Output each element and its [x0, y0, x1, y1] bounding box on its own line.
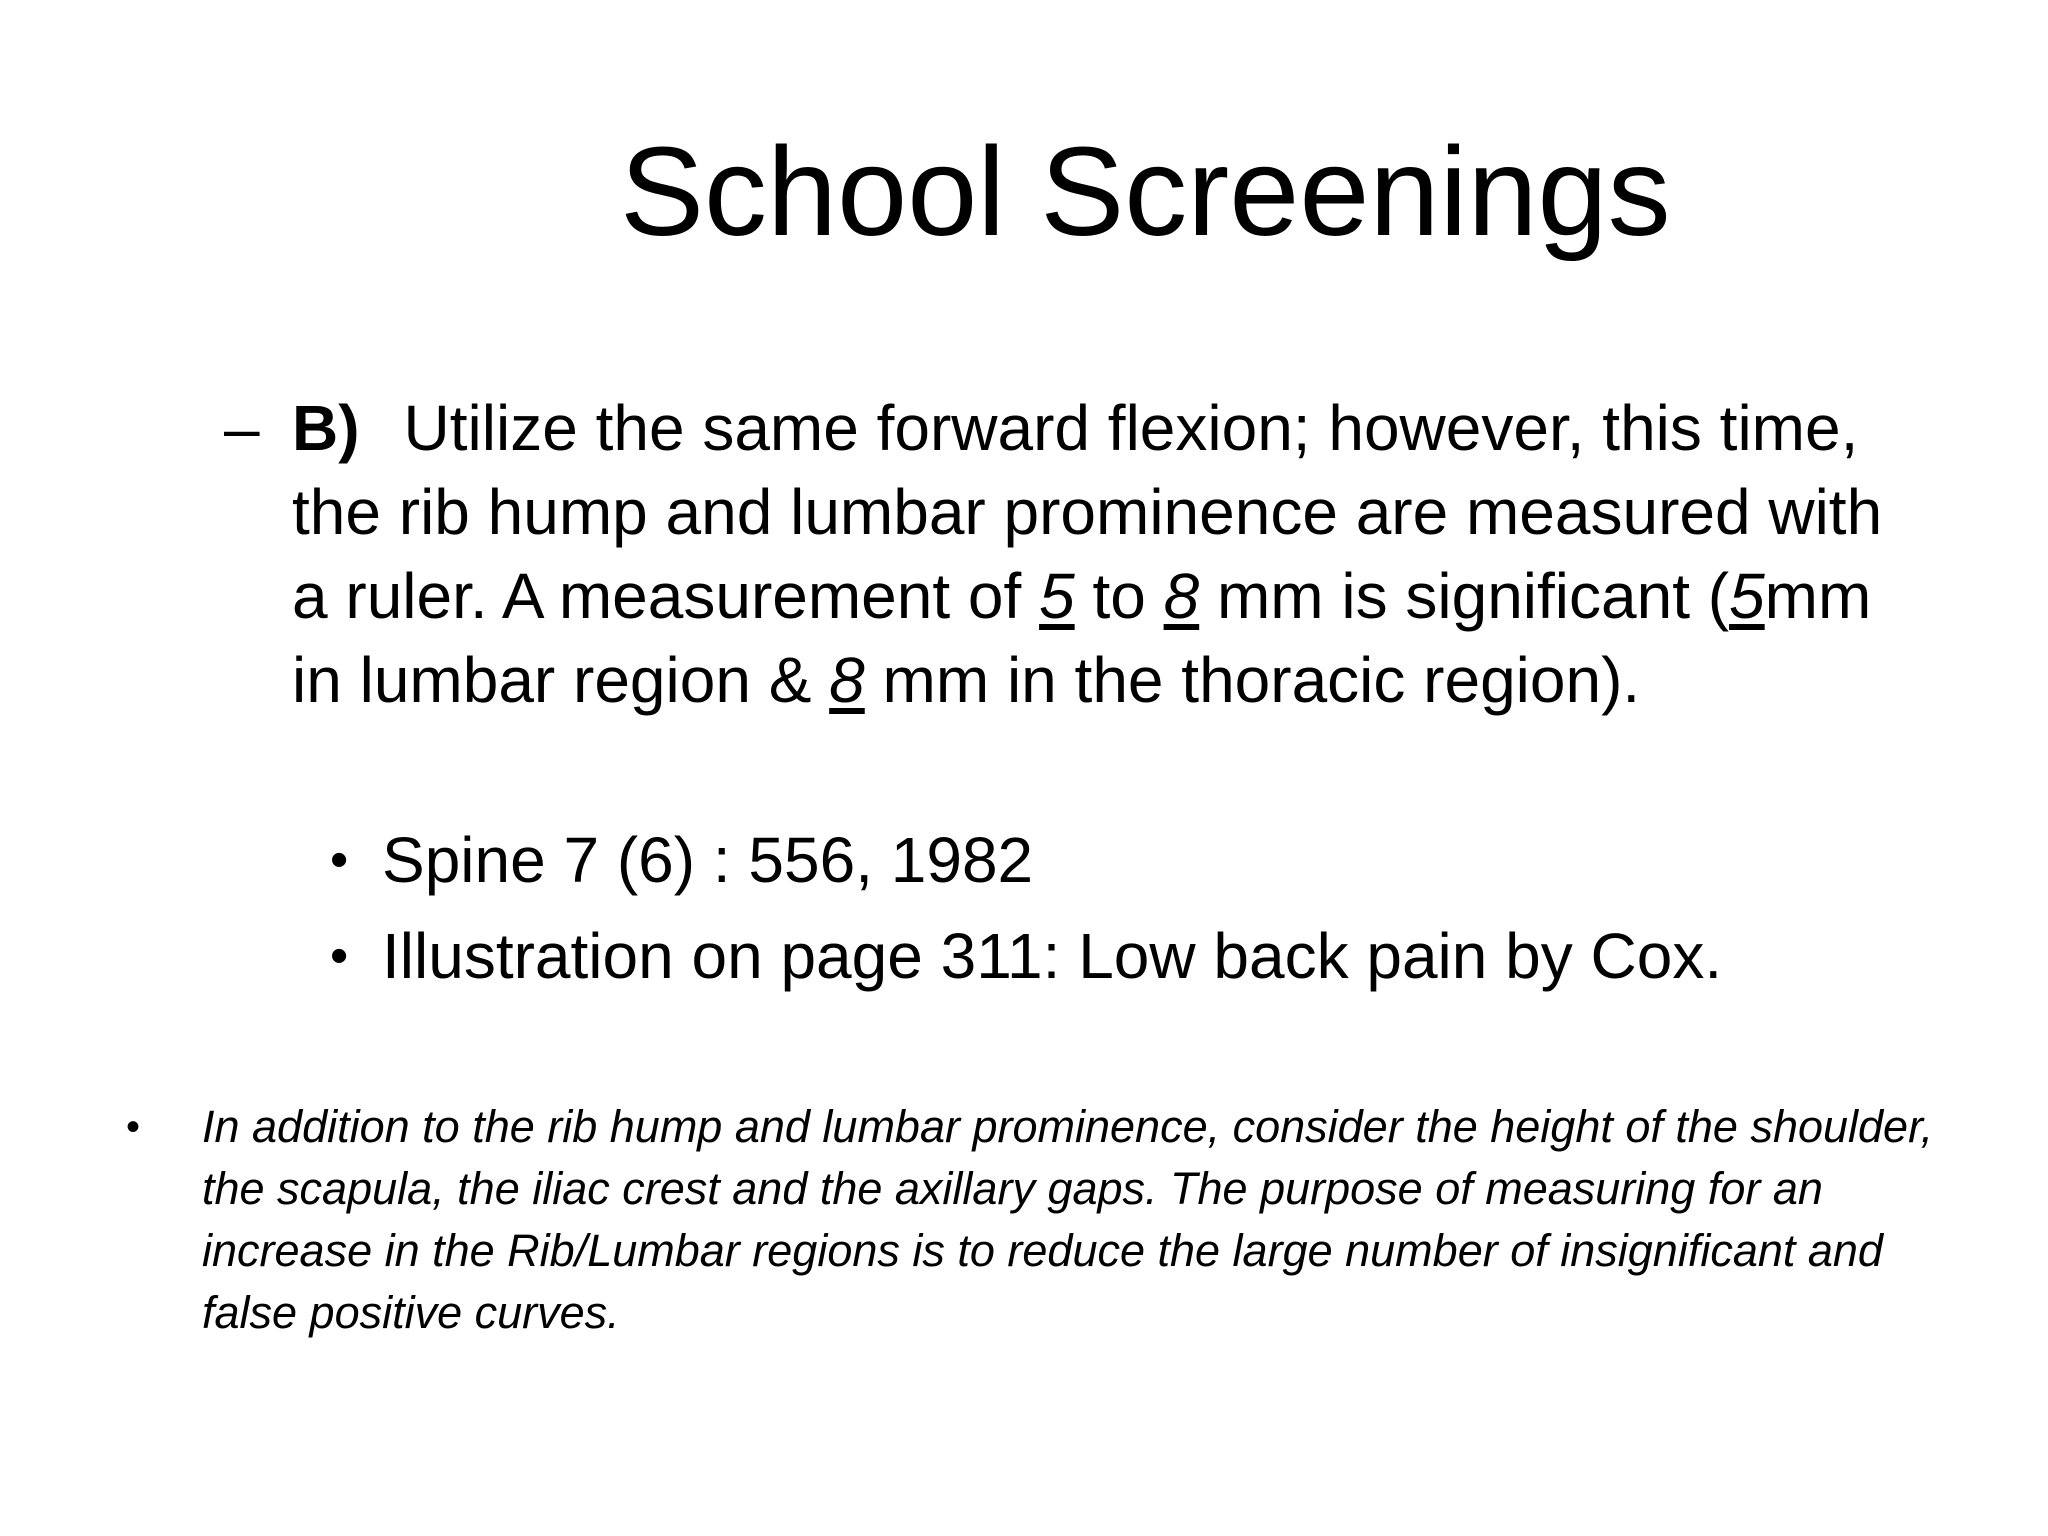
bullet-marker: •	[330, 927, 349, 985]
sub-bullet-reference	[330, 818, 1930, 902]
value-5mm-lumbar: 5	[1729, 560, 1765, 632]
note-bullet	[120, 1096, 1980, 1344]
slide-title: School Screenings	[620, 121, 1671, 262]
main-text-part2: to	[1074, 560, 1164, 632]
value-5mm: 5	[1039, 560, 1075, 632]
value-8mm-thoracic: 8	[829, 644, 865, 716]
sub-bullet-text: Spine 7 (6) : 556, 1982	[382, 824, 1034, 896]
sub-bullet-illustration	[330, 914, 1930, 998]
main-bullet-text	[292, 386, 1932, 722]
main-text-part5: mm in the thoracic region).	[864, 644, 1641, 716]
value-8mm: 8	[1163, 560, 1200, 632]
main-text-part4: mm in lumbar region &	[292, 560, 1872, 716]
main-bullet	[224, 386, 1944, 722]
main-text-part1: Utilize the same forward flexion; however, this time, the rib hump and lumbar prominence are measured with a ruler. A measurement of	[292, 392, 1883, 632]
note-text: In addition to the rib hump and lumbar prominence, consider the height of the shoulder, the scapula, the iliac crest and the axillary gaps. The purpose of measuring for an increase in the Rib/Lumbar regions is to reduce the large number of insignificant and false positive curves.	[202, 1101, 1934, 1338]
bullet-marker: •	[330, 831, 349, 889]
main-bullet-lead: B)	[292, 392, 360, 464]
sub-bullet-text: Illustration on page 311: Low back pain by Cox.	[382, 920, 1723, 992]
main-text-part3: mm is significant (	[1199, 560, 1730, 632]
dash-marker: –	[224, 392, 260, 464]
bullet-marker: •	[126, 1105, 141, 1149]
